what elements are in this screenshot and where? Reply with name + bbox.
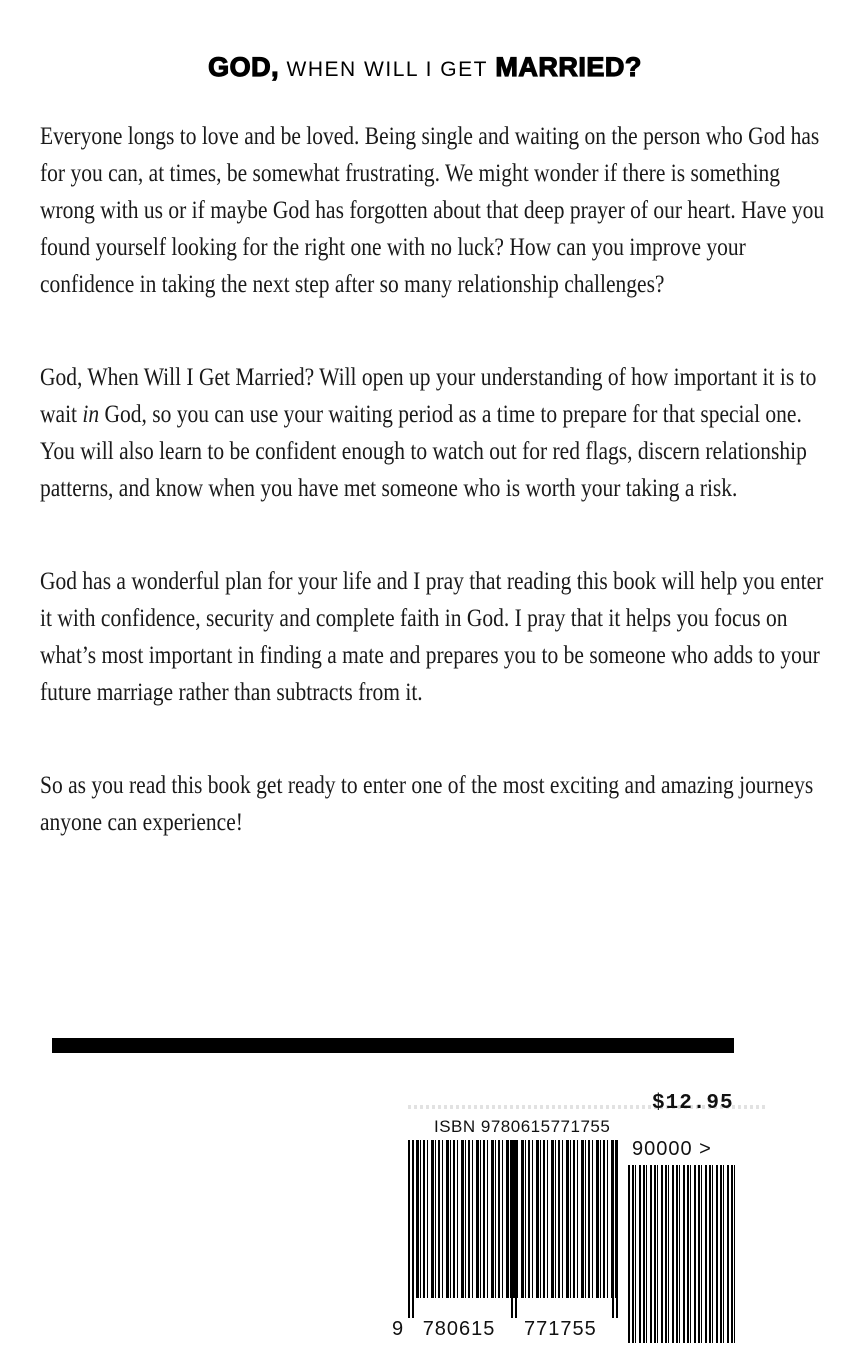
blurb-paragraph-3: God has a wonderful plan for your life and I pray that reading this book will help you enter it with confidence, security and complete faith in God. I pray that it helps you focus on what’s most important in finding a mate and prepares you to be someone who adds to your future marriage rather than subtracts from it. — [40, 568, 824, 706]
barcode-guard-left — [408, 1140, 410, 1318]
title-god: GOD, — [208, 52, 280, 82]
barcode-guard-left-2 — [412, 1140, 414, 1318]
barcode-digits — [392, 1318, 597, 1341]
barcode-digit-group-1: 780615 — [422, 1318, 496, 1340]
book-title — [0, 52, 850, 83]
blurb-paragraph-1: Everyone longs to love and be loved. Being single and waiting on the person who God has for you can, at times, be somewhat frustrating. We might wonder if there is something wrong with us or if maybe God has forgotten about that deep prayer of our heart. Have you found yourself looking for the right one with no luck? How can you improve your confidence in taking the next step after so many relationship challenges? — [40, 123, 825, 298]
isbn-barcode — [408, 1140, 618, 1340]
barcode-guard-right-2 — [616, 1140, 618, 1318]
addon-code-label: 90000 > — [632, 1138, 712, 1160]
horizontal-rule — [52, 1038, 734, 1053]
barcode-guard-center-2 — [515, 1140, 517, 1318]
addon-barcode-bars — [628, 1165, 736, 1343]
barcode-bars — [408, 1140, 618, 1298]
title-married: MARRIED? — [495, 52, 642, 82]
isbn-label: ISBN 9780615771755 — [434, 1117, 611, 1136]
barcode-guard-center — [511, 1140, 513, 1318]
paragraph-2-text-b: God, so you can use your waiting period as a time to prepare for that special one. You will also learn to be confident enough to watch out for red flags, discern relationship patterns, and know when you have met someone who is worth your taking a risk. — [40, 401, 807, 502]
blurb-text — [40, 118, 825, 897]
blurb-paragraph-2 — [40, 359, 829, 507]
paragraph-2-italic-word: in — [82, 401, 100, 428]
paragraph-2-text-a: God, When Will I Get Married? Will open up your understanding of how important it is to wait — [40, 364, 817, 428]
barcode-digit-group-2: 771755 — [524, 1318, 597, 1340]
title-middle: WHEN WILL I GET — [286, 58, 488, 81]
barcode-digit-first: 9 — [392, 1318, 405, 1340]
barcode-guard-right — [612, 1140, 614, 1318]
price-label: $12.95 — [652, 1092, 734, 1115]
addon-barcode — [628, 1165, 736, 1343]
blurb-paragraph-4: So as you read this book get ready to enter one of the most exciting and amazing journeys anyone can experience! — [40, 772, 814, 836]
